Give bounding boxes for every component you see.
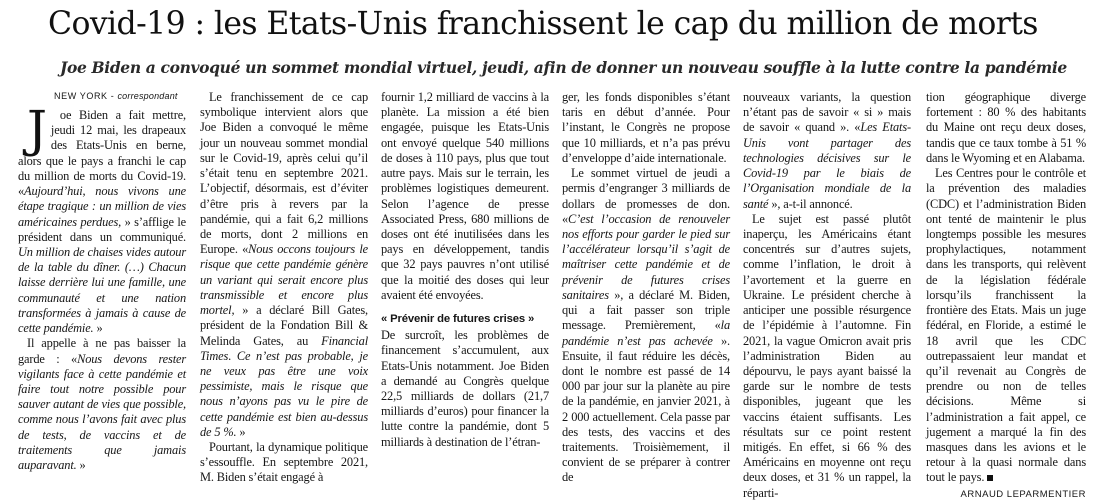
article-column-6 [926,90,1086,500]
paragraph [18,100,186,336]
end-of-article-mark [987,475,993,481]
text-run: », a déclaré M. Biden, qui a fait passer son triple message. Premièrement, « [562,287,730,333]
quote-run: Les Etats-Unis vont partager des technologies décisives sur le Covid-19 par le biais de l’Organisation mondiale de la santé [743,120,911,211]
paragraph: ger, les fonds disponibles s’étant taris en début d’année. Pour l’instant, le Congrès ne propose que 10 milliards, et n’a pas prévu d’enveloppe d’aide internationale. [562,90,730,165]
article-column-4 [562,90,730,485]
paragraph: tion géographique diverge fortement : 80 % des habitants du Maine ont reçu deux doses, tandis que ce taux tombe à 51 % dans le Wyoming et en Alabama. [926,90,1086,165]
article-column-2 [200,90,368,485]
drop-cap: J [27,100,47,158]
publication-name: Financial Times [200,333,368,363]
section-subhead: « Prévenir de futures crises » [381,313,535,326]
text-run: oe Biden a fait mettre, jeudi 12 mai, les drapeaux des Etats-Unis en berne, alors que le pays a franchi le cap du million de morts du Covid-19. « [18,108,186,199]
text-run: ». Ensuite, il faut réduire les décès, dont le nombre est passé de 14 000 par jour sur la planète au pire de la pandémie, en janvier 2021, à 2 000 actuellement. Cela passe par des tests, des vaccins et des traitements. Troisièmement, il convient de se préparer à contrer de [562,333,730,485]
text-run: Il appelle à ne pas baisser la garde : « [18,336,186,366]
article-column-5 [743,90,911,500]
paragraph [200,90,368,440]
text-run: . [228,348,237,363]
headline: Covid-19 : les Etats-Unis franchissent le cap du million de morts [48,6,1038,42]
text-run: Les Centres pour le contrôle et la prévention des maladies (CDC) et l’administration Biden ont tenté de maintenir le plus longtemps possible les mesures prophylactiques, notamment dans les transports, qui relèvent de la législation fédérale lorsqu’ils franchissent la frontière des Etats. Mais un juge fédéral, en Floride, a estimé le 18 avril que les CDC outrepassaient leur mandat et qu’il revenait au Congrès de prendre ou non de telles décisions. Même si l’administration a fait appel, ce jugement a marqué la fin des masques dans les avions et le retour à la quasi normale dans tout le pays. [926,166,1086,485]
text-run: » [236,424,246,439]
quote-run: Aujourd’hui, nous vivons une étape tragique : un million de vies américaines perdues, [18,184,186,229]
text-run: » s’afflige le président dans un communiqué. [18,214,186,244]
paragraph [562,166,730,486]
article-column-1 [18,90,187,473]
quote-run: la pandémie n’est pas achevée [562,318,730,348]
text-run: Le sommet virtuel de jeudi a permis d’engranger 3 milliards de dollars de promesses de don. « [562,166,730,226]
text-run: Le franchissement de ce cap symbolique intervient alors que Joe Biden a convoqué le même jour un nouveau sommet mondial sur le Covid-19, après celui qu’il s’était tenu en septembre 2021. L’objectif, désormais, est d’éviter d’être pris à revers par la pandémie, qui a fait 6,2 millions de morts, dont 2 millions en Europe. « [200,90,368,257]
article-column-3 [381,90,549,449]
quote-run: Un million de chaises vides autour de la table du dîner. (…) Chacun laisse derrière lui une famille, une communauté et une nation transformées à jamais à cause de cette pandémie. [18,244,186,336]
quote-run: C’est l’occasion de renouveler nos efforts pour garder le pied sur l’accélérateur lorsqu’il s’agit de maîtriser cette pandémie et de prévenir de futures crises sanitaires [562,211,730,302]
dateline-place: NEW YORK [54,91,108,101]
deck-subtitle: Joe Biden a convoqué un sommet mondial virtuel, jeudi, afin de donner un nouveau souffle à la lutte contre la pandémie [60,58,1067,77]
paragraph: Pourtant, la dynamique politique s’essouffle. En septembre 2021, M. Biden s’était engagé à [200,440,368,485]
text-run: » [93,321,103,336]
paragraph [743,90,911,212]
text-run: » [76,458,86,473]
paragraph: fournir 1,2 milliard de vaccins à la planète. La mission a été bien engagée, puisque les Etats-Unis ont envoyé quelque 540 millions de doses à 110 pays, plus que tout autre pays. Mais sur le terrain, les problèmes logistiques demeurent. Selon l’agence de presse Associated Press, 680 millions de doses ont été inutilisées dans les pays en développement, tandis que 32 pays pauvres n’ont utilisé que la moitié des doses qui leur avaient été envoyées. [381,90,549,302]
quote-run: Nous devons rester vigilants face à cette pandémie et faire tout notre possible pour sauver autant de vies que possible, comme nous l’avons fait avec plus de tests, de vaccins et de traitements que jamais auparavant. [18,351,187,473]
paragraph [18,336,186,473]
dateline-separator: - [107,91,118,101]
dateline-role: correspondant [117,91,178,101]
quote-run: Ce n’est pas probable, je ne veux pas être une voix pessimiste, mais le risque que nous n’ayons pas vu le pire de cette pandémie est bien au-dessus de 5 %. [200,348,368,439]
paragraph: De surcroît, les problèmes de financement s’accumulent, aux Etats-Unis notamment. Joe Biden a demandé au Congrès quelque 22,5 milliards de dollars (21,7 milliards d’euros) pour financer la lutte contre la pandémie, dont 5 milliards à destination de l’étran- [381,328,549,449]
paragraph: Le sujet est passé plutôt inaperçu, les Américains étant concentrés sur d’autres sujets, comme l’inflation, le droit à l’avortement et la guerre en Ukraine. Le président cherche à anticiper une possible résurgence de l’épidémie à l’automne. Fin 2021, la vague Omicron avait pris l’administration Biden au dépourvu, le pays ayant baissé la garde sur le nombre de tests disponibles, jugeant que les vaccins étaient suffisants. Les résultats sur ce point restent mitigés. En effet, si 66 % des Américains en moyenne ont reçu deux doses, et 31 % un rappel, la réparti- [743,211,911,500]
author-byline: ARNAUD LEPARMENTIER [960,488,1086,500]
paragraph [926,166,1086,486]
text-run: », a-t-il annoncé. [768,196,853,211]
quote-run: Nous occons toujours le risque que cette pandémie génère un variant qui serait encore plus transmissible et encore plus mortel, [200,242,368,318]
text-run: nouveaux variants, la question n’étant pas de savoir « si » mais de savoir « quand ». « [743,90,911,135]
text-run: » a déclaré Bill Gates, président de la Fondation Bill & Melinda Gates, au [200,303,368,348]
